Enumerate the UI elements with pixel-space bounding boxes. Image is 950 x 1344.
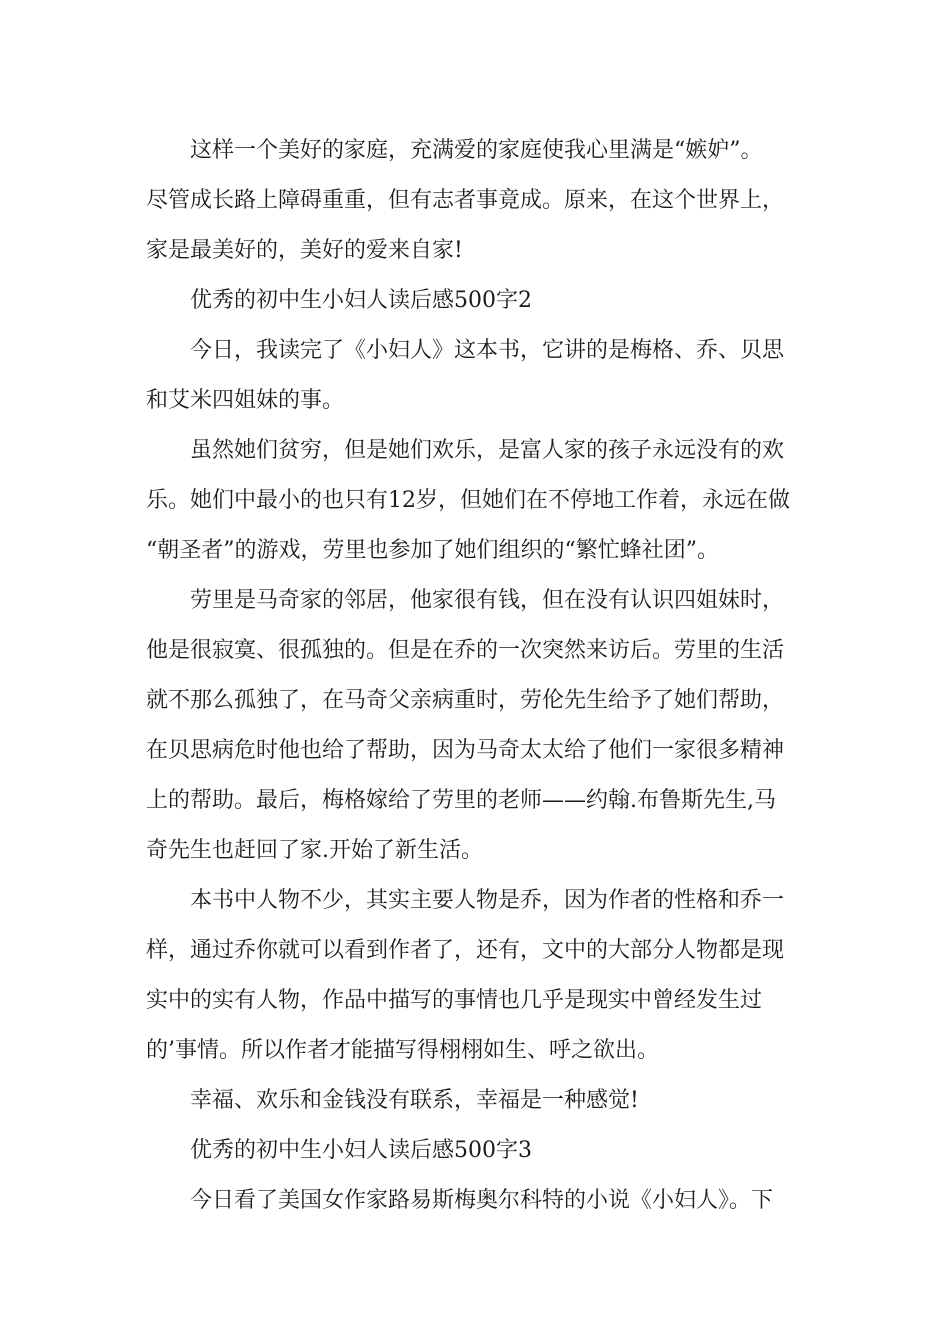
- paragraph-line: 虽然她们贫穷，但是她们欢乐，是富人家的孩子永远没有的欢: [190, 438, 785, 463]
- paragraph-line: 实中的实有人物，作品中描写的事情也几乎是现实中曾经发生过: [146, 988, 763, 1013]
- paragraph-line: 奇先生也赶回了家.开始了新生活。: [146, 838, 483, 863]
- paragraph-line: 这样一个美好的家庭，充满爱的家庭使我心里满是“嫉妒”。: [190, 138, 763, 163]
- paragraph-line: 家是最美好的，美好的爱来自家!: [146, 238, 463, 263]
- paragraph-line: 在贝思病危时他也给了帮助，因为马奇太太给了他们一家很多精神: [146, 738, 785, 763]
- paragraph-line: 样，通过乔你就可以看到作者了，还有，文中的大部分人物都是现: [146, 938, 785, 963]
- paragraph-line: 本书中人物不少，其实主要人物是乔，因为作者的性格和乔一: [190, 888, 785, 913]
- paragraph-line: 今日看了美国女作家路易斯梅奥尔科特的小说《小妇人》。下: [190, 1188, 774, 1213]
- paragraph-line: 劳里是马奇家的邻居，他家很有钱，但在没有认识四姐妹时，: [190, 588, 785, 613]
- paragraph-line: 就不那么孤独了，在马奇父亲病重时，劳伦先生给予了她们帮助，: [146, 688, 785, 713]
- paragraph-line: 今日，我读完了《小妇人》这本书，它讲的是梅格、乔、贝思: [190, 338, 785, 363]
- paragraph-line: 的’事情。所以作者才能描写得栩栩如生、呼之欲出。: [146, 1038, 659, 1063]
- section-heading: 优秀的初中生小妇人读后感500字2: [190, 288, 532, 313]
- paragraph-line: 幸福、欢乐和金钱没有联系，幸福是一种感觉!: [190, 1088, 639, 1113]
- paragraph-line: 他是很寂寞、很孤独的。但是在乔的一次突然来访后。劳里的生活: [146, 638, 785, 663]
- section-heading: 优秀的初中生小妇人读后感500字3: [190, 1138, 532, 1163]
- paragraph-line: 和艾米四姐妹的事。: [146, 388, 345, 413]
- paragraph-line: “朝圣者”的游戏，劳里也参加了她们组织的“繁忙蜂社团”。: [146, 538, 719, 563]
- paragraph-line: 尽管成长路上障碍重重，但有志者事竟成。原来，在这个世界上，: [146, 188, 785, 213]
- paragraph-line: 上的帮助。最后，梅格嫁给了劳里的老师——约翰.布鲁斯先生,马: [146, 788, 776, 813]
- paragraph-line: 乐。她们中最小的也只有12岁，但她们在不停地工作着，永远在做: [146, 488, 790, 513]
